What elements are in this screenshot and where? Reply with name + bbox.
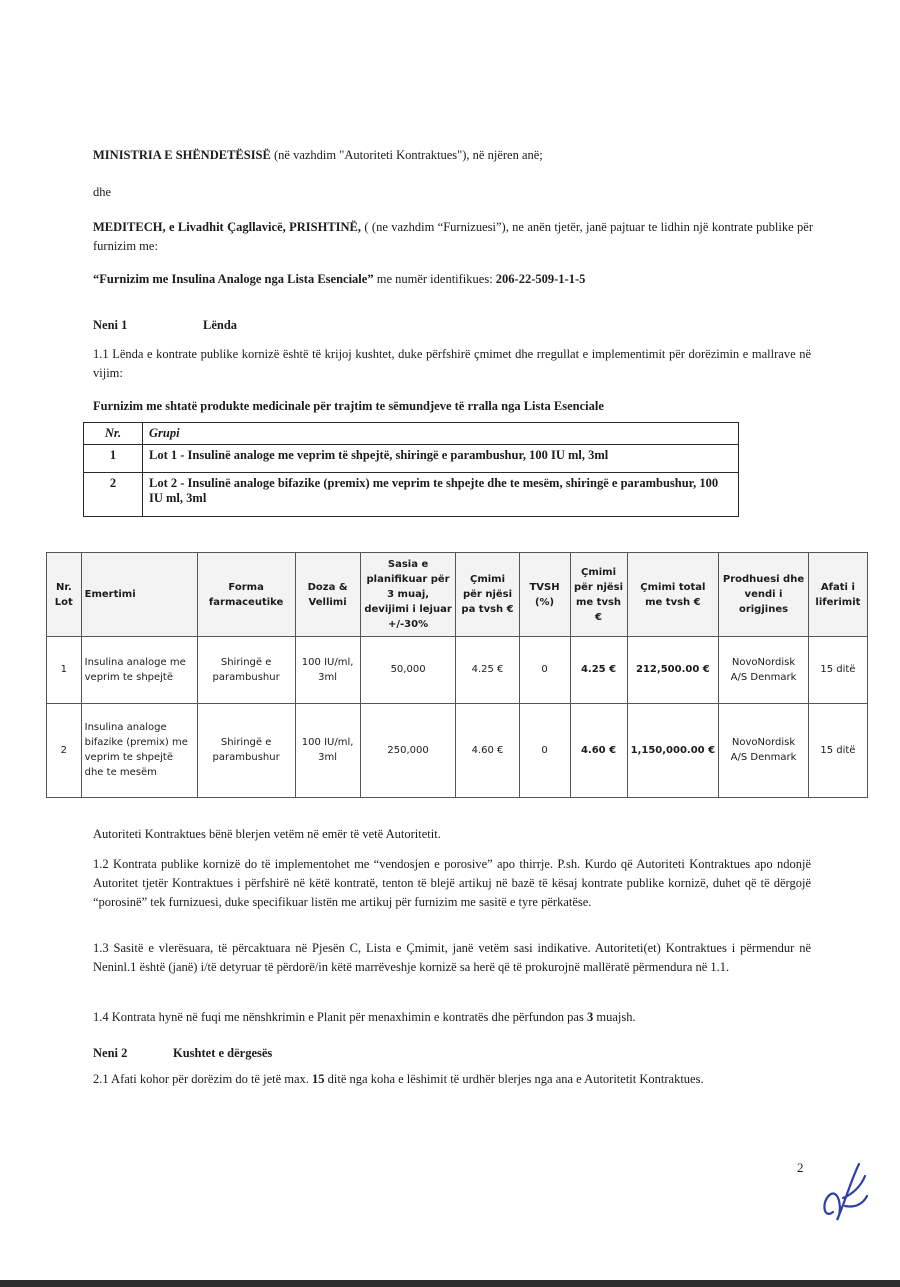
groups-header-row <box>84 423 739 445</box>
cell-vat: 0 <box>519 703 570 797</box>
header-unit-vat: Çmimi për njësi me tvsh € <box>570 553 627 637</box>
cell-name: Insulina analoge bifazike (premix) me veprim te shpejtë dhe te mesëm <box>81 703 197 797</box>
party2-paragraph <box>93 218 813 256</box>
header-nr: Nr. Lot <box>47 553 82 637</box>
cell-form: Shiringë e parambushur <box>197 637 295 703</box>
header-deadline: Afati i liferimit <box>808 553 867 637</box>
cell-form: Shiringë e parambushur <box>197 703 295 797</box>
contract-title-line <box>93 270 813 289</box>
cell-producer: NovoNordisk A/S Denmark <box>719 637 809 703</box>
party1-paragraph <box>93 146 813 165</box>
article2-title: Kushtet e dërgesës <box>173 1046 273 1060</box>
paragraph-1-3: 1.3 Sasitë e vlerësuara, të përcaktuara në Pjesën C, Lista e Çmimit, janë vetëm sasi indikative. Autoriteti(et) Kontraktues i përmendur në Neninl.1 është (janë) i/të detyruar të përdorë/in këtë marrëveshje kornizë sa herë që të prokurojnë mallëratë përmendura në 1.1. <box>93 941 811 974</box>
table-row <box>84 473 739 517</box>
cell-qty: 50,000 <box>360 637 456 703</box>
cell-deadline: 15 ditë <box>808 637 867 703</box>
contract-id-label: me numër identifikues: <box>373 272 496 286</box>
groups-header-group: Grupi <box>143 423 739 445</box>
cell-vat: 0 <box>519 637 570 703</box>
header-unit-no-vat: Çmimi për njësi pa tvsh € <box>456 553 519 637</box>
header-vat: TVSH (%) <box>519 553 570 637</box>
cell-total: 1,150,000.00 € <box>627 703 719 797</box>
and-word: dhe <box>93 185 112 199</box>
p2-1-days: 15 <box>312 1072 325 1086</box>
header-producer: Prodhuesi dhe vendi i origjines <box>719 553 809 637</box>
party2-rest: ( (ne vazhdim “Furnizuesi”), ne anën tjetër, janë pajtuar te lidhin një kontrate publike për furnizim me: <box>93 220 813 253</box>
cell-name: Insulina analoge me veprim te shpejtë <box>81 637 197 703</box>
p1-4-months: 3 <box>586 1010 594 1024</box>
signature-mark <box>815 1150 875 1230</box>
group-text: Lot 1 - Insulinë analoge me veprim të shpejtë, shiringë e parambushur, 100 IU ml, 3ml <box>143 445 739 473</box>
products-table <box>46 552 868 798</box>
scan-edge <box>0 1280 900 1287</box>
article2-number: Neni 2 <box>93 1046 128 1060</box>
p1-4-end: muajsh. <box>593 1010 636 1024</box>
cell-dose: 100 IU/ml, 3ml <box>295 637 360 703</box>
groups-header-nr: Nr. <box>84 423 143 445</box>
party1-name: MINISTRIA E SHËNDETËSISË <box>93 148 271 162</box>
products-header-row <box>47 553 868 637</box>
table-row <box>84 445 739 473</box>
p2-1-end: ditë nga koha e lëshimit të urdhër blerjes nga ana e Autoritetit Kontraktues. <box>324 1072 704 1086</box>
p2-1-start: 2.1 Afati kohor për dorëzim do të jetë max. <box>93 1072 313 1086</box>
supply-title: Furnizim me shtatë produkte medicinale për trajtim te sëmundjeve të rralla nga Lista Esenciale <box>93 399 604 413</box>
paragraph-1-4 <box>93 1008 813 1027</box>
header-qty: Sasia e planifikuar për 3 muaj, devijimi i lejuar +/-30% <box>360 553 456 637</box>
cell-unit-vat: 4.25 € <box>570 637 627 703</box>
cell-deadline: 15 ditë <box>808 703 867 797</box>
table-row <box>47 637 868 703</box>
header-total: Çmimi total me tvsh € <box>627 553 719 637</box>
groups-table <box>83 422 739 517</box>
cell-unit-no-vat: 4.25 € <box>456 637 519 703</box>
cell-unit-vat: 4.60 € <box>570 703 627 797</box>
article1-number: Neni 1 <box>93 318 128 332</box>
paragraph-1-2: 1.2 Kontrata publike kornizë do të implementohet me “vendosjen e porosive” apo thirrje. P.sh. Kurdo që Autoriteti Kontraktues apo ndonjë Autoritet tjetër Kontraktues i përfshirë në këtë kontratë, tenton të blejë artikuj në bazë të kësaj kontrate publike kornizë, duhet që të dërgojë “porosinë” tek furnizuesi, duke specifikuar listën me artikuj për furnizim me sasitë e tyre përkatëse. <box>93 857 811 909</box>
page-number: 2 <box>797 1160 804 1175</box>
contract-id: 206-22-509-1-1-5 <box>495 272 586 286</box>
cell-dose: 100 IU/ml, 3ml <box>295 703 360 797</box>
paragraph-2-1 <box>93 1070 811 1089</box>
header-form: Forma farmaceutike <box>197 553 295 637</box>
cell-nr: 2 <box>47 703 82 797</box>
party1-rest: (në vazhdim "Autoriteti Kontraktues"), në njëren anë; <box>270 148 543 162</box>
group-text: Lot 2 - Insulinë analoge bifazike (premix) me veprim te shpejte dhe te mesëm, shiringë e parambushur, 100 IU ml, 3ml <box>143 473 739 517</box>
article1-title: Lënda <box>203 318 238 332</box>
p1-4-start: 1.4 Kontrata hynë në fuqi me nënshkrimin e Planit për menaxhimin e kontratës dhe përfundon pas <box>93 1010 587 1024</box>
group-nr: 2 <box>84 473 143 517</box>
paragraph-authority: Autoriteti Kontraktues bënë blerjen vetëm në emër të vetë Autoritetit. <box>93 827 441 841</box>
cell-producer: NovoNordisk A/S Denmark <box>719 703 809 797</box>
cell-nr: 1 <box>47 637 82 703</box>
header-name: Emertimi <box>81 553 197 637</box>
table-row <box>47 703 868 797</box>
cell-qty: 250,000 <box>360 703 456 797</box>
cell-unit-no-vat: 4.60 € <box>456 703 519 797</box>
header-dose: Doza & Vellimi <box>295 553 360 637</box>
group-nr: 1 <box>84 445 143 473</box>
contract-title: “Furnizim me Insulina Analoge nga Lista Esenciale” <box>93 272 374 286</box>
party2-name: MEDITECH, e Livadhit Çagllavicë, PRISHTINË, <box>93 220 362 234</box>
cell-total: 212,500.00 € <box>627 637 719 703</box>
paragraph-1-1: 1.1 Lënda e kontrate publike kornizë është të krijoj kushtet, duke përfshirë çmimet dhe rregullat e implementimit për dorëzimin e mallrave në vijim: <box>93 347 811 380</box>
